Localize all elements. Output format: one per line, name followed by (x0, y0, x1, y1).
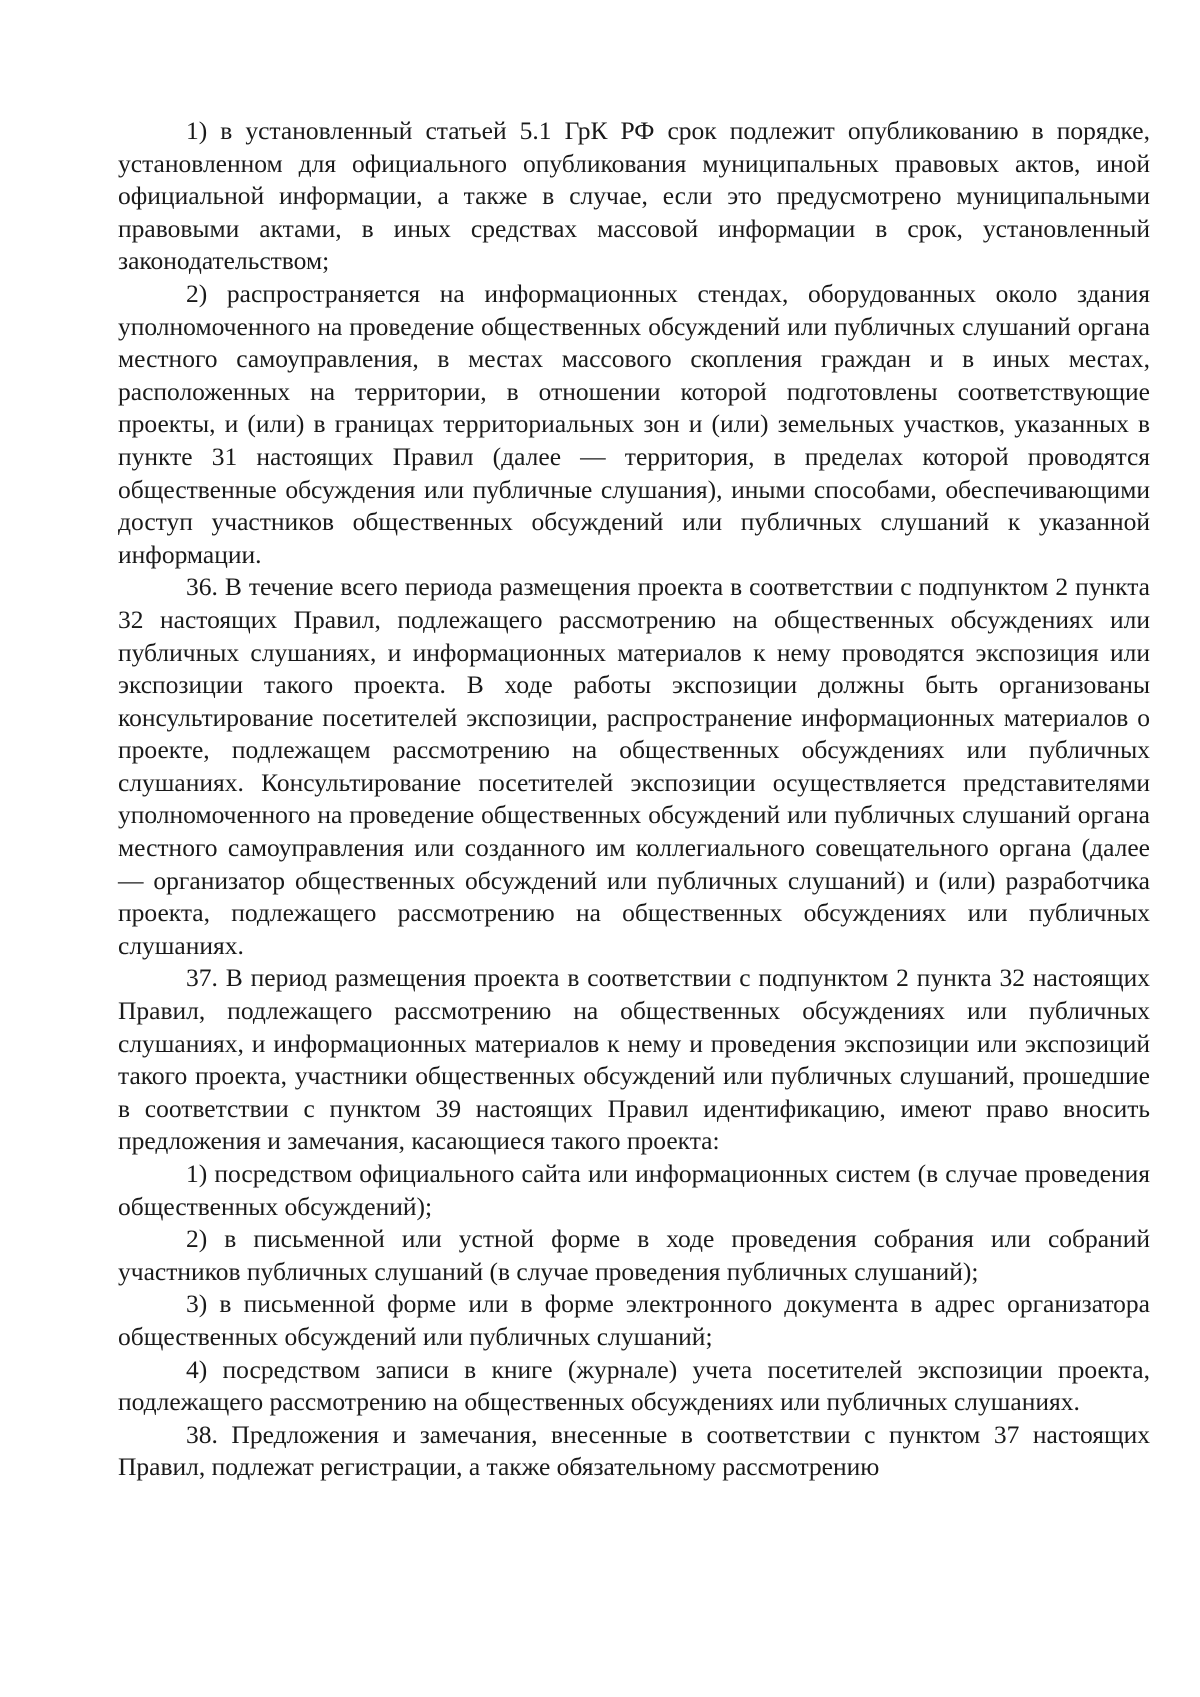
paragraph-item-37: 37. В период размещения проекта в соответствии с подпунктом 2 пункта 32 настоящих Правил, подлежащего рассмотрению на общественных обсуждениях или публичных слушаниях, и информационных материалов к нему и проведения экспозиции или экспозиций такого проекта, участники общественных обсуждений или публичных слушаний, прошедшие в соответствии с пунктом 39 настоящих Правил идентификацию, имеют право вносить предложения и замечания, касающиеся такого проекта: (118, 963, 1150, 1156)
paragraph-subitem-2-distribution: 2) распространяется на информационных стендах, оборудованных около здания уполномоченного на проведение общественных обсуждений или публичных слушаний органа местного самоуправления, в местах массового скопления граждан и в иных местах, расположенных на территории, в отношении которой подготовлены соответствующие проекты, и (или) в границах территориальных зон и (или) земельных участков, указанных в пункте 31 настоящих Правил (далее — территория, в пределах которой проводятся общественные обсуждения или публичные слушания), иными способами, обеспечивающими доступ участников общественных обсуждений или публичных слушаний к указанной информации. (118, 278, 1150, 569)
paragraph-item-36: 36. В течение всего периода размещения проекта в соответствии с подпунктом 2 пункта 32 настоящих Правил, подлежащего рассмотрению на общественных обсуждениях или публичных слушаниях, и информационных материалов к нему проводятся экспозиция или экспозиции такого проекта. В ходе работы экспозиции должны быть организованы консультирование посетителей экспозиции, распространение информационных материалов о проекте, подлежащем рассмотрению на общественных обсуждениях или публичных слушаниях. Консультирование посетителей экспозиции осуществляется представителями уполномоченного на проведение общественных обсуждений или публичных слушаний органа местного самоуправления или созданного им коллегиального совещательного органа (далее — организатор общественных обсуждений или публичных слушаний) и (или) разработчика проекта, подлежащего рассмотрению на общественных обсуждениях или публичных слушаниях. (118, 572, 1150, 960)
paragraph-item-37-subitem-3: 3) в письменной форме или в форме электронного документа в адрес организатора общественных обсуждений или публичных слушаний; (118, 1289, 1150, 1351)
paragraph-item-37-subitem-4: 4) посредством записи в книге (журнале) учета посетителей экспозиции проекта, подлежащего рассмотрению на общественных обсуждениях или публичных слушаниях. (118, 1354, 1150, 1417)
paragraph-item-37-subitem-2: 2) в письменной или устной форме в ходе проведения собрания или собраний участников публичных слушаний (в случае проведения публичных слушаний); (118, 1224, 1150, 1286)
paragraph-item-38: 38. Предложения и замечания, внесенные в соответствии с пунктом 37 настоящих Правил, подлежат регистрации, а также обязательному рассмотрению (118, 1419, 1150, 1482)
document-body (118, 115, 1150, 1484)
paragraph-item-37-subitem-1: 1) посредством официального сайта или информационных систем (в случае проведения общественных обсуждений); (118, 1159, 1150, 1221)
paragraph-subitem-1-publication: 1) в установленный статьей 5.1 ГрК РФ срок подлежит опубликованию в порядке, установленном для официального опубликования муниципальных правовых актов, иной официальной информации, а также в случае, если это предусмотрено муниципальными правовыми актами, в иных средствах массовой информации в срок, установленный законодательством; (118, 116, 1150, 276)
